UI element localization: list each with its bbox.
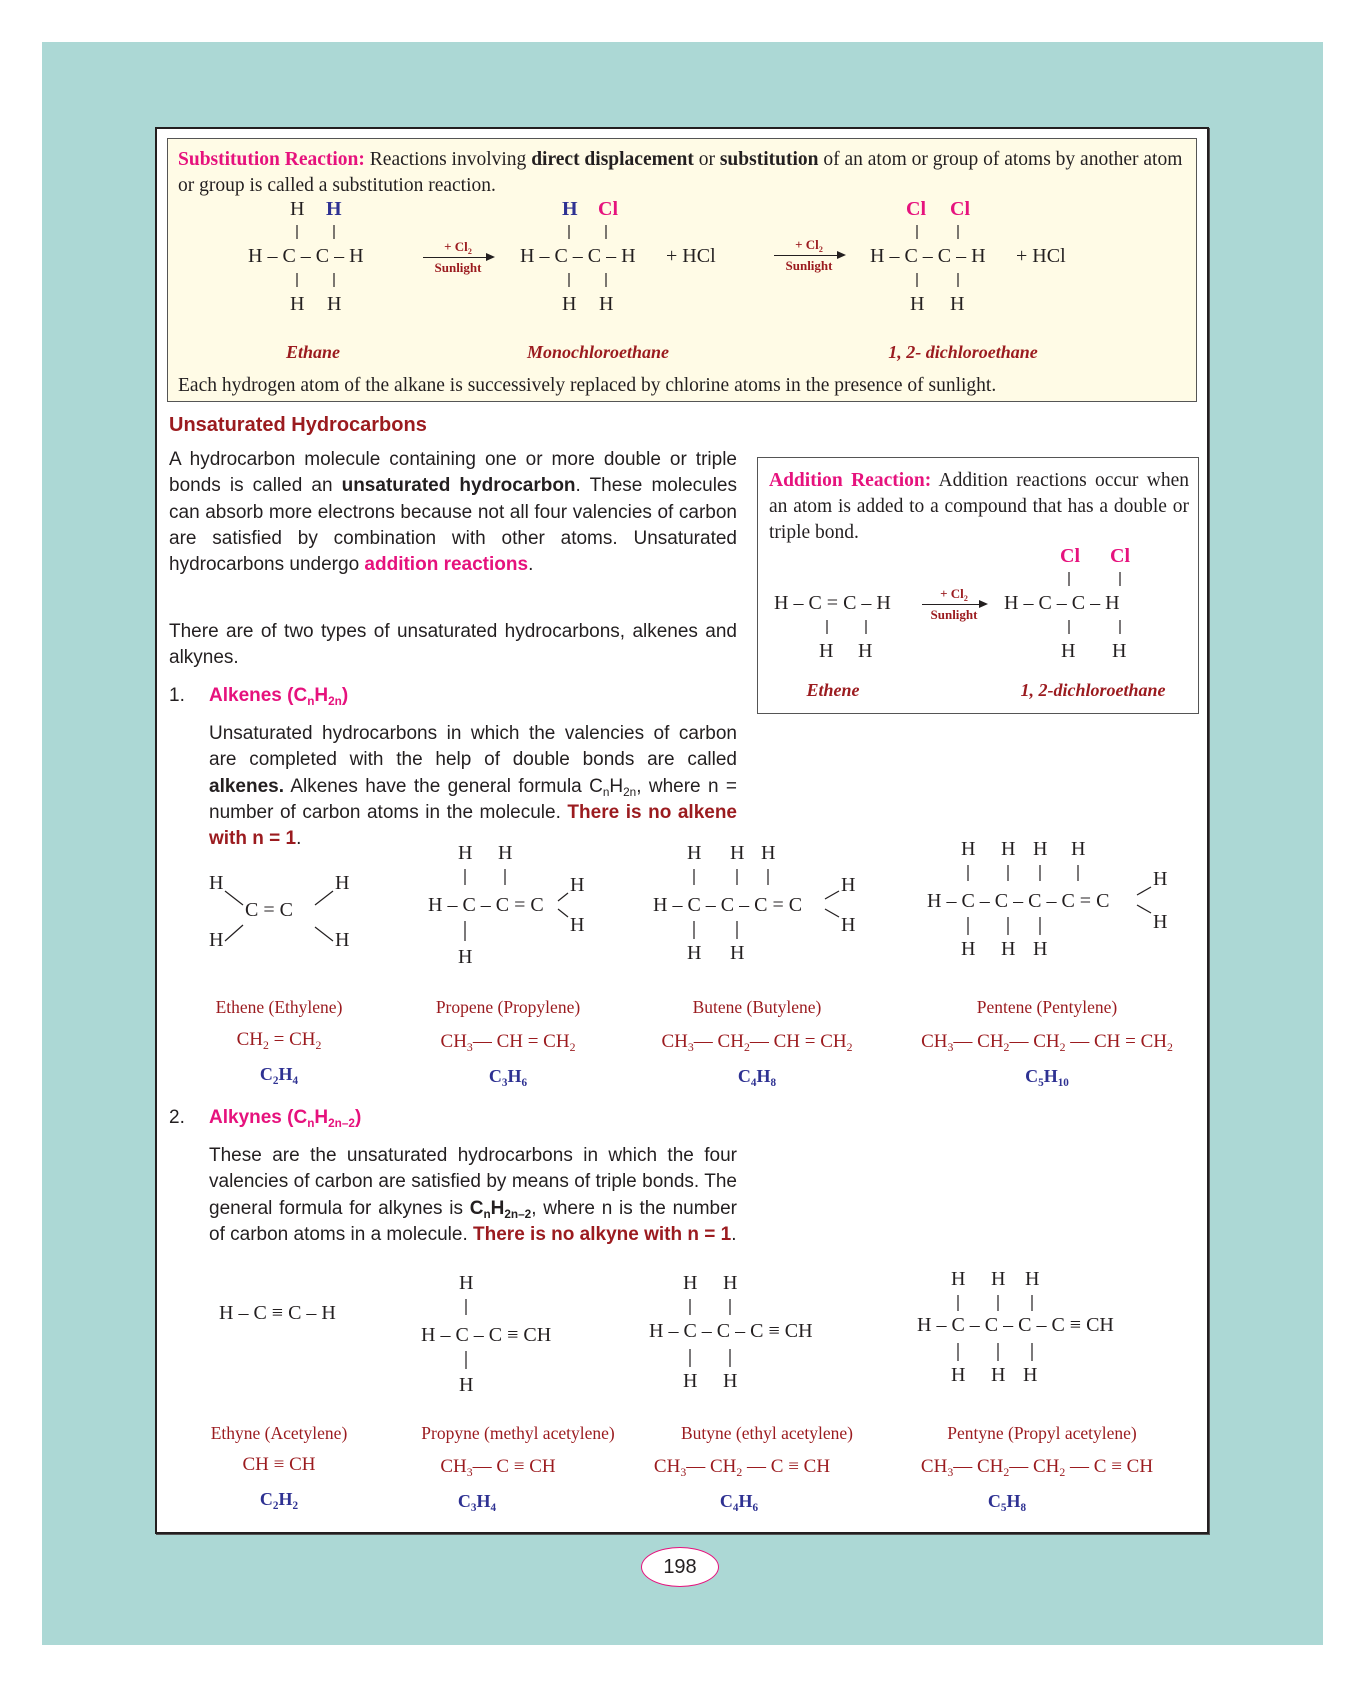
svg-text:H – C – C = C: H – C – C = C — [428, 894, 544, 916]
svg-text:H: H — [290, 198, 305, 220]
reaction-arrow-2: + $Cl_2$ Sunlight — [774, 237, 844, 274]
svg-text:H: H — [459, 1374, 474, 1396]
addition-title: Addition Reaction: — [769, 470, 932, 491]
svg-text:H: H — [687, 842, 702, 864]
svg-text:H – C – C – C – C ≡ CH: H – C – C – C – C ≡ CH — [917, 1314, 1114, 1336]
alkyne-condensed-formula: $CH_3—$ $CH_2$ — C ≡ CH — [653, 1456, 831, 1480]
svg-text:H: H — [1153, 911, 1168, 933]
svg-text:H: H — [459, 1272, 474, 1294]
alkyne-name: Butyne (ethyl acetylene) — [680, 1423, 853, 1443]
intro-paragraph: A hydrocarbon molecule containing one or more double or triple bonds is called an unsaturated hydrocarbon. These molecules can absorb more electrons because not all four valencies of carbon are satisfied by combination with other atoms. Unsaturated hydrocarbons undergo addition reactions. — [169, 449, 737, 576]
section-heading: Unsaturated Hydrocarbons — [169, 414, 427, 436]
alkene-condensed-formula: $CH_2 = CH_2$ — [236, 1029, 322, 1053]
alkene-name: Pentene (Pentylene) — [976, 997, 1118, 1017]
dichloroethane-structure — [870, 195, 1090, 315]
svg-text:H: H — [1112, 640, 1127, 662]
alkyne-molecular-formula: $C_5H_8$ — [987, 1491, 1027, 1514]
alkene-name: Butene (Butylene) — [692, 997, 822, 1017]
svg-text:H: H — [1033, 838, 1048, 860]
pentene-structure — [927, 835, 1187, 975]
pentyne-structure — [917, 1265, 1157, 1395]
propyne-structure — [421, 1269, 591, 1399]
dichloroethane-label: 1, 2- dichloroethane — [888, 342, 1038, 362]
svg-text:H: H — [730, 942, 745, 964]
substitution-title: Substitution Reaction: — [178, 149, 365, 170]
alkene-molecular-formula: $C_4H_8$ — [737, 1066, 777, 1089]
svg-text:H – C ≡ C – H: H – C ≡ C – H — [219, 1302, 336, 1324]
svg-text:H – C – C – C ≡ CH: H – C – C – C ≡ CH — [649, 1320, 813, 1342]
alkyne-name: Propyne (methyl acetylene) — [421, 1423, 615, 1443]
svg-text:H: H — [991, 1364, 1006, 1386]
svg-text:H: H — [326, 198, 342, 220]
svg-text:H – C – C – H: H – C – C – H — [870, 245, 986, 267]
svg-text:H: H — [562, 198, 578, 220]
svg-text:H: H — [910, 293, 925, 315]
svg-text:H – C – C – H: H – C – C – H — [248, 245, 364, 267]
svg-text:H: H — [335, 929, 350, 951]
svg-text:H: H — [819, 640, 834, 662]
addition-product-label: 1, 2-dichloroethane — [1020, 680, 1166, 700]
svg-text:H: H — [951, 1364, 966, 1386]
svg-text:H: H — [1025, 1268, 1040, 1290]
svg-text:H: H — [209, 872, 224, 894]
svg-text:H: H — [335, 872, 350, 894]
alkyne-condensed-formula: $CH_3—$ $CH_2—$ $CH_2$ — C ≡ CH — [920, 1456, 1154, 1480]
svg-text:H: H — [570, 914, 585, 936]
svg-text:Cl: Cl — [598, 198, 618, 220]
svg-text:+ HCl: + HCl — [666, 245, 716, 267]
substitution-definition: Substitution Reaction: Reactions involving direct displacement or substitution of an atom or group of atoms by another atom or group is called a substitution reaction. — [178, 149, 1183, 196]
svg-text:H: H — [458, 842, 473, 864]
svg-text:H: H — [841, 874, 856, 896]
svg-text:H: H — [1033, 938, 1048, 960]
ethane-structure — [248, 195, 388, 315]
monochloroethane-label: Monochloroethane — [526, 342, 670, 362]
svg-text:H – C – C – H: H – C – C – H — [520, 245, 636, 267]
alkyne-molecular-formula: $C_2H_2$ — [259, 1489, 299, 1512]
svg-text:Cl: Cl — [950, 198, 970, 220]
textbook-page — [155, 127, 1209, 1534]
svg-text:H – C – C – H: H – C – C – H — [1004, 592, 1120, 614]
svg-text:H – C = C – H: H – C = C – H — [774, 592, 891, 614]
substitution-reaction-box — [167, 138, 1197, 402]
alkene-condensed-formula: $CH_3—$ $CH_2—$ $CH_2$ — CH = $CH_2$ — [921, 1031, 1173, 1055]
addition-arrow: + $Cl_2$ Sunlight — [922, 586, 986, 623]
alkyne-name: Ethyne (Acetylene) — [210, 1423, 348, 1443]
substitution-footer: Each hydrogen atom of the alkane is successively replaced by chlorine atoms in the presence of sunlight. — [178, 375, 997, 396]
monochloroethane-structure — [520, 195, 740, 315]
ethene-structure — [209, 869, 359, 959]
svg-text:H: H — [730, 842, 745, 864]
svg-text:C = C: C = C — [245, 899, 293, 921]
svg-text:H – C – C ≡ CH: H – C – C ≡ CH — [421, 1324, 552, 1346]
svg-text:H: H — [723, 1370, 738, 1392]
svg-text:H: H — [841, 914, 856, 936]
svg-text:H – C – C – C = C: H – C – C – C = C — [653, 894, 803, 916]
svg-text:H: H — [950, 293, 965, 315]
alkene-name: Ethene (Ethylene) — [215, 997, 343, 1017]
reaction-arrow-1: + $Cl_2$ Sunlight — [423, 239, 493, 276]
propene-structure — [428, 839, 598, 979]
svg-text:H: H — [723, 1272, 738, 1294]
butyne-structure — [649, 1269, 849, 1399]
svg-text:H: H — [458, 946, 473, 968]
alkene-condensed-formula: $CH_3—$ $CH_2—$ CH = $CH_2$ — [661, 1031, 853, 1055]
svg-text:H: H — [683, 1272, 698, 1294]
alkyne-molecular-formula: $C_3H_4$ — [457, 1491, 497, 1514]
svg-text:H: H — [1153, 868, 1168, 890]
addition-reaction-box — [757, 457, 1199, 714]
svg-text:H: H — [562, 293, 577, 315]
svg-text:H: H — [961, 838, 976, 860]
svg-text:H: H — [498, 842, 513, 864]
svg-text:H: H — [761, 842, 776, 864]
alkyne-molecular-formula: $C_4H_6$ — [719, 1491, 759, 1514]
alkynes-paragraph: These are the unsaturated hydrocarbons in which the four valencies of carbon are satisfied by means of triple bonds. The general formula for alkynes is $C_nH_{2n-2}$, where n is the number of carbon atoms in a molecule. There is no alkyne with n = 1. — [209, 1145, 738, 1245]
svg-text:H: H — [1061, 640, 1076, 662]
svg-text:H: H — [1023, 1364, 1038, 1386]
types-paragraph: There are of two types of unsaturated hydrocarbons, alkenes and alkynes. — [169, 621, 737, 669]
svg-text:H: H — [858, 640, 873, 662]
alkyne-name: Pentyne (Propyl acetylene) — [947, 1423, 1137, 1443]
page-number: 198 — [641, 1547, 719, 1587]
svg-text:H: H — [991, 1268, 1006, 1290]
butene-structure — [653, 839, 873, 979]
alkenes-paragraph: Unsaturated hydrocarbons in which the valencies of carbon are completed with the help of double bonds are called alkenes. Alkenes have the general formula $C_nH_{2n}$, where n = number of carbon atoms in the molecule. There is no alkene with n = 1. — [209, 723, 737, 850]
alkene-condensed-formula: $CH_3—$ CH = $CH_2$ — [440, 1031, 576, 1055]
svg-text:H: H — [1071, 838, 1086, 860]
ethane-label: Ethane — [285, 342, 341, 362]
alkenes-heading: 1. Alkenes $(C_nH_{2n})$ — [169, 685, 349, 709]
alkene-molecular-formula: $C_3H_6$ — [488, 1066, 528, 1089]
alkene-name: Propene (Propylene) — [435, 997, 581, 1017]
svg-text:Cl: Cl — [906, 198, 926, 220]
svg-text:H: H — [1001, 938, 1016, 960]
alkene-molecular-formula: $C_2H_4$ — [259, 1064, 299, 1087]
svg-text:H: H — [570, 874, 585, 896]
svg-text:H: H — [327, 293, 342, 315]
svg-text:H: H — [599, 293, 614, 315]
svg-text:Cl: Cl — [1060, 545, 1080, 567]
ethene-label: Ethene — [806, 680, 860, 700]
alkene-molecular-formula: $C_5H_{10}$ — [1025, 1066, 1069, 1089]
ethyne-structure — [219, 1299, 379, 1339]
svg-text:H: H — [290, 293, 305, 315]
addition-definition: Addition Reaction: Addition reactions occur when an atom is added to a compound that has a double or triple bond. — [769, 470, 1189, 543]
svg-text:H – C – C – C – C = C: H – C – C – C – C = C — [927, 890, 1110, 912]
alkyne-condensed-formula: CH ≡ CH — [242, 1454, 316, 1475]
svg-text:H: H — [1001, 838, 1016, 860]
svg-text:H: H — [209, 929, 224, 951]
svg-text:+ HCl: + HCl — [1016, 245, 1066, 267]
alkyne-condensed-formula: $CH_3—$ C ≡ CH — [440, 1456, 556, 1480]
svg-text:H: H — [961, 938, 976, 960]
svg-text:H: H — [687, 942, 702, 964]
alkynes-heading: 2. Alkynes $(C_nH_{2n-2})$ — [169, 1107, 362, 1131]
svg-text:Cl: Cl — [1110, 545, 1130, 567]
addition-reactions-link: addition reactions — [364, 554, 529, 576]
svg-text:H: H — [951, 1268, 966, 1290]
svg-text:H: H — [683, 1370, 698, 1392]
